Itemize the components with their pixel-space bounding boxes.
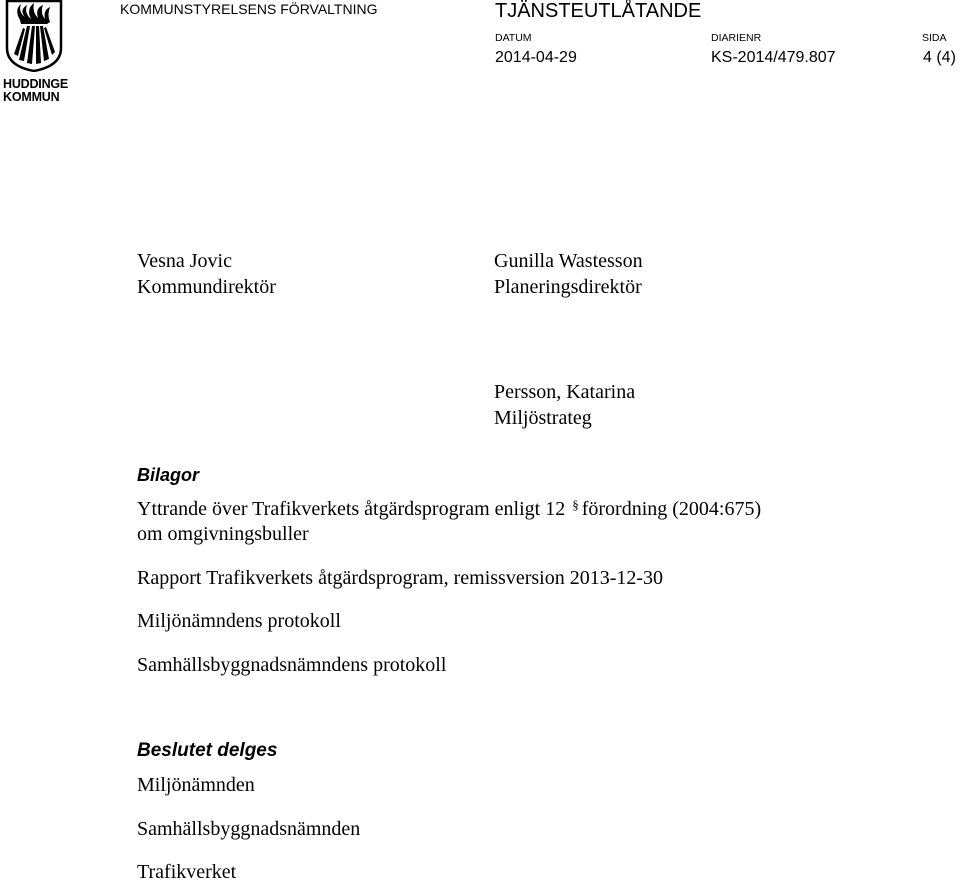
sida-label: SIDA [922,32,947,44]
document-type: TJÄNSTEUTLÅTANDE [495,0,702,22]
logo-text [3,78,67,104]
bilaga-item-3: Miljönämndens protokoll [137,610,341,632]
org-name: KOMMUNSTYRELSENS FÖRVALTNING [120,1,378,17]
diarienr-value: KS-2014/479.807 [711,49,836,66]
datum-value: 2014-04-29 [495,49,577,66]
datum-label: DATUM [495,32,532,44]
contact-title: Miljöstrateg [494,407,592,429]
diarienr-label: DIARIENR [711,32,762,44]
bilaga-item-2: Rapport Trafikverkets åtgärdsprogram, remissversion 2013-12-30 [137,567,664,589]
signature-left-name: Vesna Jovic [137,250,232,272]
recipient-2: Samhällsbyggnadsnämnden [137,818,361,840]
signature-left [137,248,276,300]
signature-right-name: Gunilla Wastesson [494,250,643,272]
logo-line-1: HUDDINGE [3,77,69,91]
bilaga-item-1 [137,496,761,524]
huddinge-kommun-logo [0,0,68,106]
signature-right-title: Planeringsdirektör [494,276,642,298]
bilaga-item-1-part1: Yttrande över Trafikverkets åtgärdsprogram enligt 12 [137,498,566,520]
contact-person [494,379,635,431]
bilagor-heading: Bilagor [137,465,200,485]
paragraph-mark: § [572,497,579,512]
bilaga-item-1-line2: om omgivningsbuller [137,523,309,545]
contact-name: Persson, Katarina [494,381,636,403]
bilaga-item-1-part2: förordning (2004:675) [581,498,762,520]
logo-line-2: KOMMUN [3,90,60,104]
sida-value: 4 (4) [923,49,956,66]
beslut-heading: Beslutet delges [137,740,278,761]
flame-shield-icon [5,0,63,72]
signature-right [494,248,643,300]
recipient-3: Trafikverket [137,861,237,883]
bilaga-item-4: Samhällsbyggnadsnämndens protokoll [137,654,447,676]
signature-left-title: Kommundirektör [137,276,276,298]
recipient-1: Miljönämnden [137,774,255,796]
